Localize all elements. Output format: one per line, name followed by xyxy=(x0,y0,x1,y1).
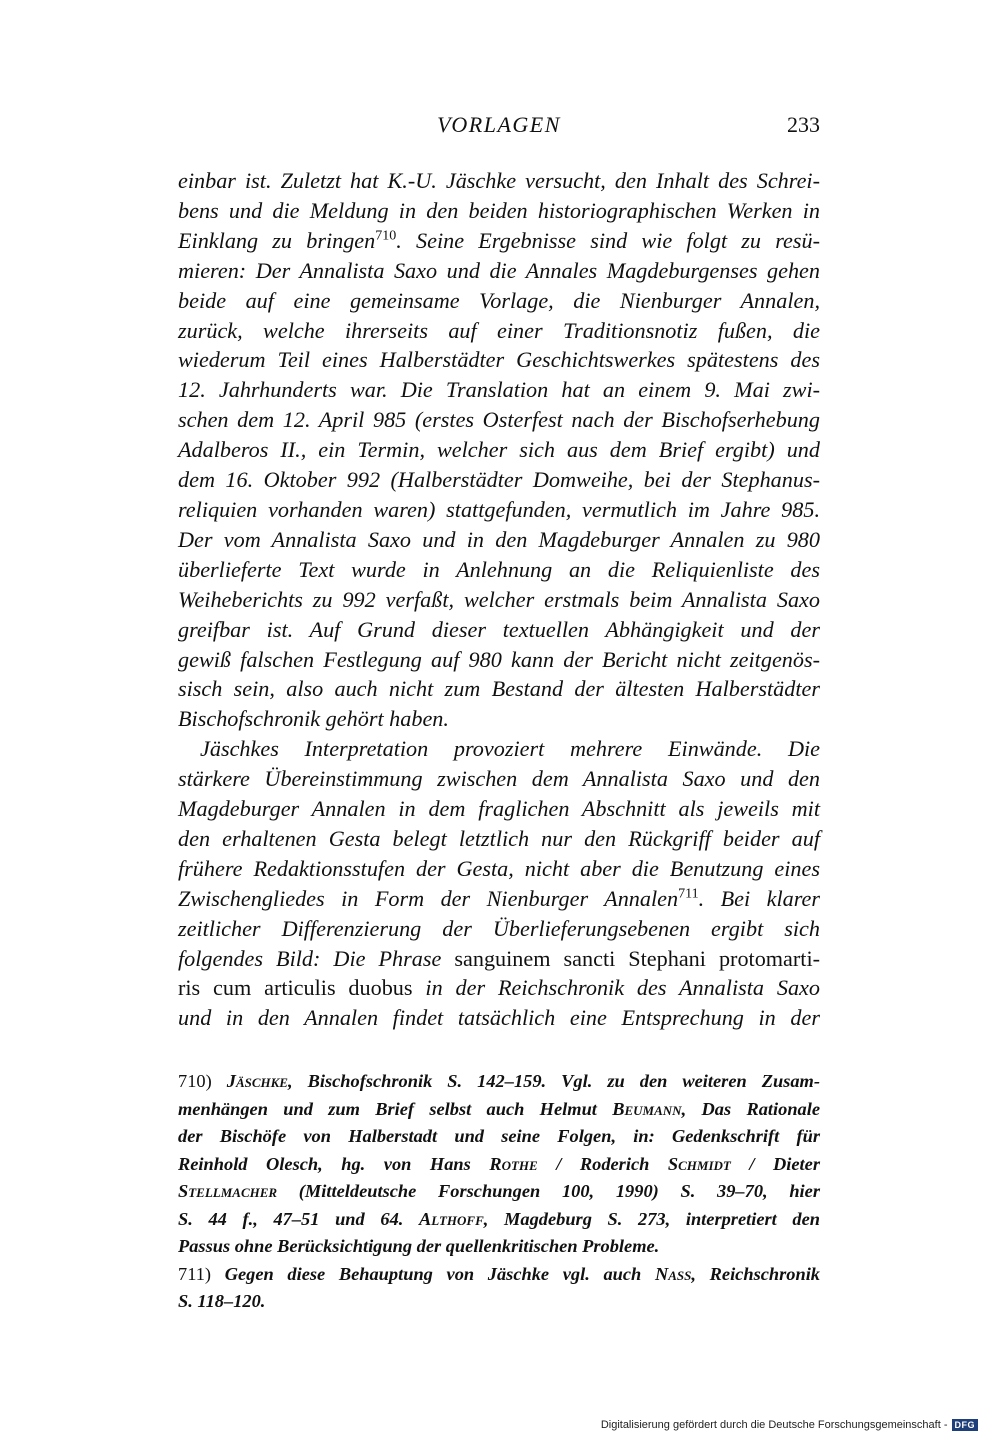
footnote-710-line: der Bischöfe von Halberstadt und seine Folgen, in: Gedenkschrift für xyxy=(178,1126,820,1146)
text-line: den erhaltenen Gesta belegt letztlich nur den Rückgriff beider auf xyxy=(178,825,820,851)
text-line xyxy=(178,226,820,256)
text-line xyxy=(178,884,820,914)
text-line: reliquien vorhanden waren) stattgefunden, vermutlich im Jahre 985. xyxy=(178,496,820,522)
text-line: schen dem 12. April 985 (erstes Osterfest nach der Bischofserhebung xyxy=(178,407,820,433)
main-text xyxy=(178,166,820,1033)
text-segment: (Mitteldeutsche Forschungen 100, 1990) S. 39–70, hier xyxy=(277,1181,820,1201)
text-line: greifbar ist. Auf Grund dieser textuellen Abhängigkeit und der xyxy=(178,616,820,642)
author-name: Althoff xyxy=(419,1208,484,1229)
running-title: VORLAGEN xyxy=(437,112,561,137)
text-segment: , Das Rationale xyxy=(681,1098,821,1119)
text-line: Adalberos II., ein Termin, welcher sich aus dem Brief ergibt) und xyxy=(178,437,820,463)
text-line: Magdeburger Annalen in dem fraglichen Abschnitt als jeweils mit xyxy=(178,796,820,822)
text-line: gewiß falschen Festlegung auf 980 kann der Bericht nicht zeitgenös- xyxy=(178,646,820,672)
author-name: Beumann xyxy=(612,1098,682,1119)
text-line xyxy=(178,944,820,974)
text-segment: S. 44 f., 47–51 und 64. xyxy=(178,1208,420,1229)
footnote-number: 711) xyxy=(178,1263,212,1284)
text-segment: Gegen diese Behauptung von Jäschke vgl. auch xyxy=(211,1263,655,1284)
text-segment: , Reichschronik xyxy=(691,1263,820,1284)
footnote-710-line xyxy=(178,1151,820,1179)
text-line: mieren: Der Annalista Saxo und die Annales Magdeburgenses gehen xyxy=(178,257,820,283)
text-line: wiederum Teil eines Halberstädter Geschichtswerkes spätestens des xyxy=(178,347,820,373)
text-segment xyxy=(212,1071,227,1091)
text-line: dem 16. Oktober 992 (Halberstädter Domweihe, bei der Stephanus- xyxy=(178,467,820,493)
text-segment: folgendes Bild: Die Phrase xyxy=(178,945,442,971)
text-line: sisch sein, also auch nicht zum Bestand der ältesten Halberstädter xyxy=(178,676,820,702)
credit-text: Digitalisierung gefördert durch die Deutsche Forschungsgemeinschaft - xyxy=(600,1419,948,1431)
footnote-ref-711[interactable]: 711 xyxy=(678,886,699,902)
page-number: 233 xyxy=(787,112,820,137)
digitization-credit xyxy=(601,1419,978,1431)
text-line: beide auf eine gemeinsame Vorlage, die Nienburger Annalen, xyxy=(178,287,820,313)
footnote-710-line xyxy=(178,1206,820,1234)
author-name: Jäschke xyxy=(226,1071,288,1091)
latin-quote: ris cum articulis duobus xyxy=(178,975,413,1001)
text-line: Der vom Annalista Saxo und in den Magdeburger Annalen zu 980 xyxy=(178,526,820,552)
author-name: Schmidt xyxy=(667,1153,731,1174)
text-line: und in den Annalen findet tatsächlich eine Entsprechung in der xyxy=(178,1005,820,1031)
footnote-number: 710) xyxy=(178,1071,212,1091)
text-line: Jäschkes Interpretation provoziert mehrere Einwände. Die xyxy=(200,736,820,762)
text-line: frühere Redaktionsstufen der Gesta, nicht aber die Benutzung eines xyxy=(178,855,820,881)
text-segment: in der Reichschronik des Annalista Saxo xyxy=(412,975,820,1001)
dfg-logo-icon: DFG xyxy=(952,1419,979,1431)
footnote-710-line xyxy=(178,1096,820,1124)
footnotes xyxy=(178,1068,820,1316)
text-line: überlieferte Text wurde in Anlehnung an die Reliquienliste des xyxy=(178,556,820,582)
footnote-710-line: Passus ohne Berücksichtigung der quellenkritischen Probleme. xyxy=(178,1236,660,1256)
author-name: Nass xyxy=(654,1263,692,1284)
text-line xyxy=(178,973,820,1003)
text-line: einbar ist. Zuletzt hat K.-U. Jäschke versucht, den Inhalt des Schrei- xyxy=(178,168,820,193)
footnote-711-line: S. 118–120. xyxy=(178,1291,266,1311)
footnote-710-line xyxy=(178,1178,820,1206)
footnote-ref-710[interactable]: 710 xyxy=(375,228,397,244)
text-segment: . Bei klarer xyxy=(698,885,820,911)
text-segment: / Roderich xyxy=(537,1153,668,1174)
text-line: 12. Jahrhunderts war. Die Translation hat an einem 9. Mai zwi- xyxy=(178,377,820,403)
text-line: zurück, welche ihrerseits auf einer Traditionsnotiz fußen, die xyxy=(178,317,820,343)
text-line: Weiheberichts zu 992 verfaßt, welcher erstmals beim Annalista Saxo xyxy=(178,586,820,612)
text-segment: Einklang zu bringen xyxy=(178,227,376,253)
text-segment: / Dieter xyxy=(730,1153,820,1174)
text-line: bens und die Meldung in den beiden historiographischen Werken in xyxy=(178,197,820,223)
latin-quote: sanguinem sancti Stephani protomarti- xyxy=(441,945,821,971)
author-name: Rothe xyxy=(489,1153,538,1174)
text-segment: , Bischofschronik S. 142–159. Vgl. zu den weiteren Zusam- xyxy=(287,1071,820,1091)
footnote-710-line xyxy=(178,1068,820,1096)
running-header xyxy=(178,112,820,148)
footnote-711-line xyxy=(178,1261,820,1289)
text-segment: menhängen und zum Brief selbst auch Helmut xyxy=(178,1098,613,1119)
text-line: zeitlicher Differenzierung der Überlieferungsebenen ergibt sich xyxy=(178,915,820,941)
text-segment: , Magdeburg S. 273, interpretiert den xyxy=(483,1208,820,1229)
text-segment: Reinhold Olesch, hg. von Hans xyxy=(178,1153,490,1174)
text-line: stärkere Übereinstimmung zwischen dem Annalista Saxo und den xyxy=(178,766,820,792)
author-name: Stellmacher xyxy=(178,1181,278,1201)
text-line: Bischofschronik gehört haben. xyxy=(178,706,449,732)
text-segment: Zwischengliedes in Form der Nienburger Annalen xyxy=(178,885,679,911)
text-segment: . Seine Ergebnisse sind wie folgt zu resü- xyxy=(396,227,821,253)
